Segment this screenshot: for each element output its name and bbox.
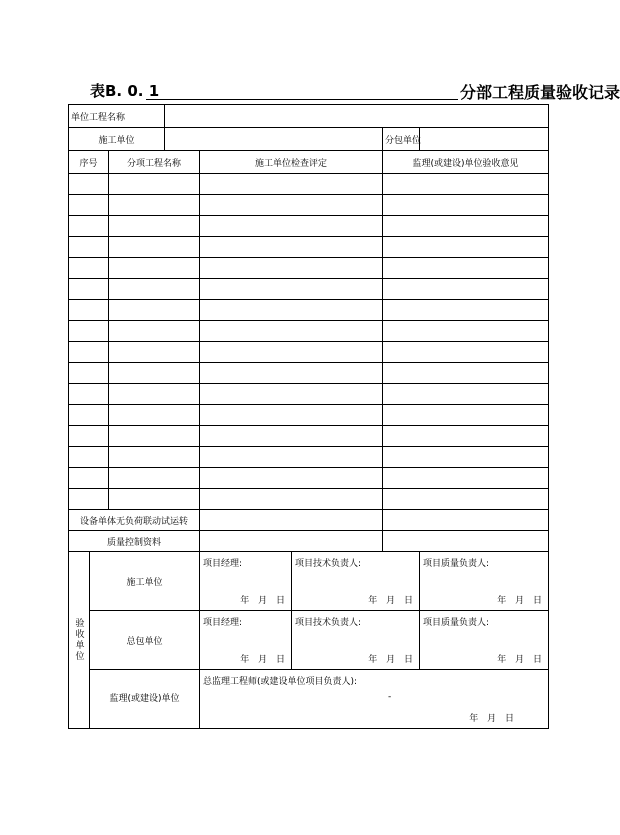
construction-check-cell[interactable] bbox=[200, 384, 383, 405]
dash-mark: - bbox=[388, 692, 392, 702]
pm-label: 项目经理: bbox=[203, 559, 243, 569]
equipment-test-label: 设备单体无负荷联动试运转 bbox=[69, 510, 200, 531]
quality-docs-label: 质量控制资料 bbox=[69, 531, 200, 552]
acceptance-label: 验收单位 bbox=[69, 552, 90, 729]
gc-pm-cell[interactable] bbox=[200, 611, 292, 670]
tech-leader-label: 项目技术负责人: bbox=[295, 618, 362, 628]
quality-leader-label: 项目质量负责人: bbox=[423, 559, 490, 569]
sub-item-name-cell[interactable] bbox=[109, 300, 200, 321]
form-title bbox=[90, 80, 620, 102]
sub-item-name-cell[interactable] bbox=[109, 489, 200, 510]
seq-cell[interactable] bbox=[69, 489, 109, 510]
construction-check-cell[interactable] bbox=[200, 174, 383, 195]
supervision-opinion-cell[interactable] bbox=[383, 405, 549, 426]
table-row bbox=[69, 363, 549, 384]
supervision-opinion-header: 监理(或建设)单位验收意见 bbox=[383, 151, 549, 174]
seq-cell[interactable] bbox=[69, 342, 109, 363]
construction-unit-field[interactable] bbox=[165, 128, 383, 151]
seq-cell[interactable] bbox=[69, 405, 109, 426]
sub-item-name-cell[interactable] bbox=[109, 321, 200, 342]
seq-cell[interactable] bbox=[69, 384, 109, 405]
equipment-test-check[interactable] bbox=[200, 510, 383, 531]
quality-docs-opinion[interactable] bbox=[383, 531, 549, 552]
title-underline bbox=[146, 99, 458, 100]
date-label: 年 月 日 bbox=[240, 596, 285, 606]
construction-check-cell[interactable] bbox=[200, 258, 383, 279]
gc-tech-cell[interactable] bbox=[292, 611, 420, 670]
seq-cell[interactable] bbox=[69, 216, 109, 237]
project-name-label: 单位工程名称 bbox=[69, 105, 165, 128]
date-label: 年 月 日 bbox=[240, 655, 285, 665]
table-row bbox=[69, 300, 549, 321]
sub-item-name-cell[interactable] bbox=[109, 216, 200, 237]
chief-supervisor-label: 总监理工程师(或建设单位项目负责人): bbox=[203, 677, 358, 687]
supervision-opinion-cell[interactable] bbox=[383, 342, 549, 363]
gc-quality-cell[interactable] bbox=[420, 611, 549, 670]
supervision-opinion-cell[interactable] bbox=[383, 216, 549, 237]
construction-check-cell[interactable] bbox=[200, 321, 383, 342]
sub-item-name-cell[interactable] bbox=[109, 447, 200, 468]
construction-check-cell[interactable] bbox=[200, 195, 383, 216]
sub-item-name-cell[interactable] bbox=[109, 174, 200, 195]
sub-unit-label: 分包单位 bbox=[383, 128, 420, 151]
sub-unit-field[interactable] bbox=[420, 128, 549, 151]
table-row bbox=[69, 321, 549, 342]
construction-quality-cell[interactable] bbox=[420, 552, 549, 611]
quality-leader-label: 项目质量负责人: bbox=[423, 618, 490, 628]
seq-cell[interactable] bbox=[69, 195, 109, 216]
table-row bbox=[69, 405, 549, 426]
seq-cell[interactable] bbox=[69, 426, 109, 447]
table-row bbox=[69, 279, 549, 300]
construction-unit-label: 施工单位 bbox=[69, 128, 165, 151]
supervision-unit-label: 监理(或建设)单位 bbox=[90, 670, 200, 729]
sub-item-name-cell[interactable] bbox=[109, 342, 200, 363]
seq-cell[interactable] bbox=[69, 237, 109, 258]
sub-item-name-cell[interactable] bbox=[109, 384, 200, 405]
table-row bbox=[69, 447, 549, 468]
seq-cell[interactable] bbox=[69, 300, 109, 321]
table-row bbox=[69, 342, 549, 363]
supervision-opinion-cell[interactable] bbox=[383, 468, 549, 489]
supervision-opinion-cell[interactable] bbox=[383, 447, 549, 468]
date-label: 年 月 日 bbox=[368, 596, 413, 606]
general-contractor-label: 总包单位 bbox=[90, 611, 200, 670]
construction-check-cell[interactable] bbox=[200, 405, 383, 426]
supervision-opinion-cell[interactable] bbox=[383, 258, 549, 279]
supervision-opinion-cell[interactable] bbox=[383, 237, 549, 258]
seq-cell[interactable] bbox=[69, 363, 109, 384]
sub-item-name-cell[interactable] bbox=[109, 468, 200, 489]
seq-cell[interactable] bbox=[69, 468, 109, 489]
project-name-field[interactable] bbox=[165, 105, 549, 128]
table-row bbox=[69, 489, 549, 510]
table-row bbox=[69, 426, 549, 447]
table-row bbox=[69, 258, 549, 279]
date-label: 年 月 日 bbox=[469, 714, 514, 724]
acceptance-table bbox=[68, 104, 549, 729]
sub-item-name-cell[interactable] bbox=[109, 237, 200, 258]
sub-item-name-cell[interactable] bbox=[109, 279, 200, 300]
supervision-opinion-cell[interactable] bbox=[383, 489, 549, 510]
construction-unit-sign-label: 施工单位 bbox=[90, 552, 200, 611]
construction-check-cell[interactable] bbox=[200, 426, 383, 447]
supervision-opinion-cell[interactable] bbox=[383, 426, 549, 447]
table-row bbox=[69, 237, 549, 258]
seq-cell[interactable] bbox=[69, 258, 109, 279]
sub-item-name-cell[interactable] bbox=[109, 426, 200, 447]
supervision-opinion-cell[interactable] bbox=[383, 279, 549, 300]
supervision-opinion-cell[interactable] bbox=[383, 195, 549, 216]
seq-cell[interactable] bbox=[69, 174, 109, 195]
equipment-test-opinion[interactable] bbox=[383, 510, 549, 531]
construction-pm-cell[interactable] bbox=[200, 552, 292, 611]
table-row bbox=[69, 468, 549, 489]
seq-cell[interactable] bbox=[69, 279, 109, 300]
date-label: 年 月 日 bbox=[497, 596, 542, 606]
sub-item-name-header: 分项工程名称 bbox=[109, 151, 200, 174]
supervision-opinion-cell[interactable] bbox=[383, 384, 549, 405]
construction-tech-cell[interactable] bbox=[292, 552, 420, 611]
sub-item-name-cell[interactable] bbox=[109, 258, 200, 279]
form-code: 表B. 0. 1 bbox=[90, 82, 160, 100]
seq-cell[interactable] bbox=[69, 447, 109, 468]
date-label: 年 月 日 bbox=[497, 655, 542, 665]
sub-item-name-cell[interactable] bbox=[109, 195, 200, 216]
construction-check-cell[interactable] bbox=[200, 279, 383, 300]
construction-check-cell[interactable] bbox=[200, 342, 383, 363]
table-row bbox=[69, 195, 549, 216]
sub-item-name-cell[interactable] bbox=[109, 405, 200, 426]
supervision-opinion-cell[interactable] bbox=[383, 321, 549, 342]
supervision-opinion-cell[interactable] bbox=[383, 363, 549, 384]
form-name: 分部工程质量验收记录 bbox=[460, 83, 620, 102]
construction-check-cell[interactable] bbox=[200, 489, 383, 510]
supervision-opinion-cell[interactable] bbox=[383, 174, 549, 195]
construction-check-cell[interactable] bbox=[200, 447, 383, 468]
chief-supervisor-cell[interactable] bbox=[200, 670, 549, 729]
construction-check-cell[interactable] bbox=[200, 468, 383, 489]
construction-check-cell[interactable] bbox=[200, 237, 383, 258]
tech-leader-label: 项目技术负责人: bbox=[295, 559, 362, 569]
date-label: 年 月 日 bbox=[368, 655, 413, 665]
table-row bbox=[69, 174, 549, 195]
seq-header: 序号 bbox=[69, 151, 109, 174]
supervision-opinion-cell[interactable] bbox=[383, 300, 549, 321]
construction-check-cell[interactable] bbox=[200, 363, 383, 384]
sub-item-name-cell[interactable] bbox=[109, 363, 200, 384]
quality-docs-check[interactable] bbox=[200, 531, 383, 552]
construction-check-header: 施工单位检查评定 bbox=[200, 151, 383, 174]
table-row bbox=[69, 216, 549, 237]
seq-cell[interactable] bbox=[69, 321, 109, 342]
construction-check-cell[interactable] bbox=[200, 300, 383, 321]
pm-label: 项目经理: bbox=[203, 618, 243, 628]
table-row bbox=[69, 384, 549, 405]
construction-check-cell[interactable] bbox=[200, 216, 383, 237]
